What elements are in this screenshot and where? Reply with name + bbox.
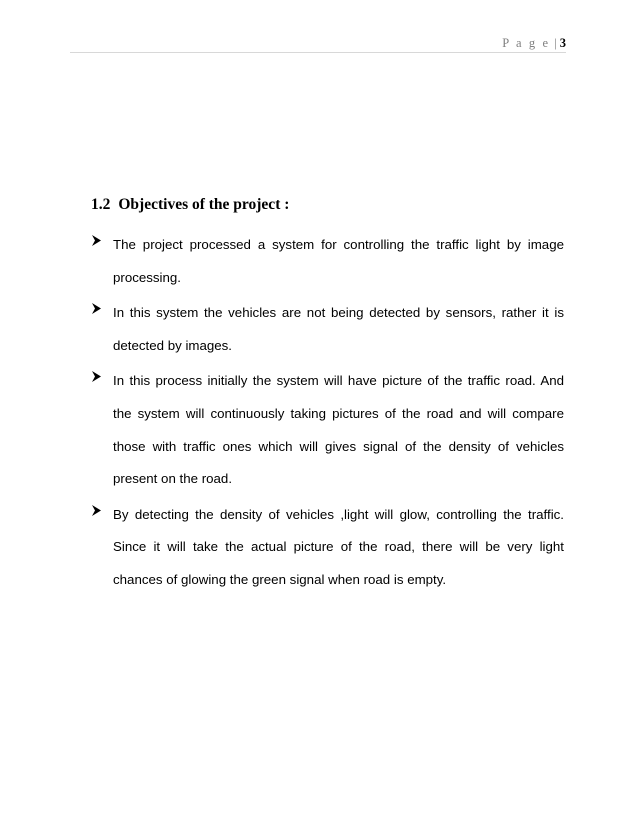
- arrow-bullet-icon: [91, 504, 102, 517]
- page-header: [70, 36, 566, 53]
- page-number: [502, 36, 566, 50]
- arrow-bullet-icon: [91, 234, 102, 247]
- objective-item: [91, 365, 564, 495]
- section-heading: [91, 195, 289, 215]
- section-title: Objectives of the project :: [118, 196, 290, 213]
- objective-item: [91, 229, 564, 294]
- objective-item: [91, 297, 564, 362]
- arrow-bullet-icon: [91, 302, 102, 315]
- objective-item: [91, 499, 564, 597]
- objective-text: In this system the vehicles are not being detected by sensors, rather it is detected by images.: [113, 305, 564, 353]
- page-separator: |: [554, 36, 557, 50]
- section-number: 1.2: [91, 196, 111, 213]
- objectives-list: [91, 236, 564, 607]
- objective-text: The project processed a system for controlling the traffic light by image processing.: [113, 237, 564, 285]
- page-label: P a g e: [502, 36, 551, 50]
- page-number-value: 3: [559, 36, 566, 50]
- arrow-bullet-icon: [91, 370, 102, 383]
- objective-text: By detecting the density of vehicles ,light will glow, controlling the traffic. Since it will take the actual picture of the road, there will be very light chances of glowing the green signal when road is empty.: [113, 506, 564, 587]
- objective-text: In this process initially the system will have picture of the traffic road. And the system will continuously taking pictures of the road and will compare those with traffic ones which will gives signal of the density of vehicles present on the road.: [113, 373, 564, 487]
